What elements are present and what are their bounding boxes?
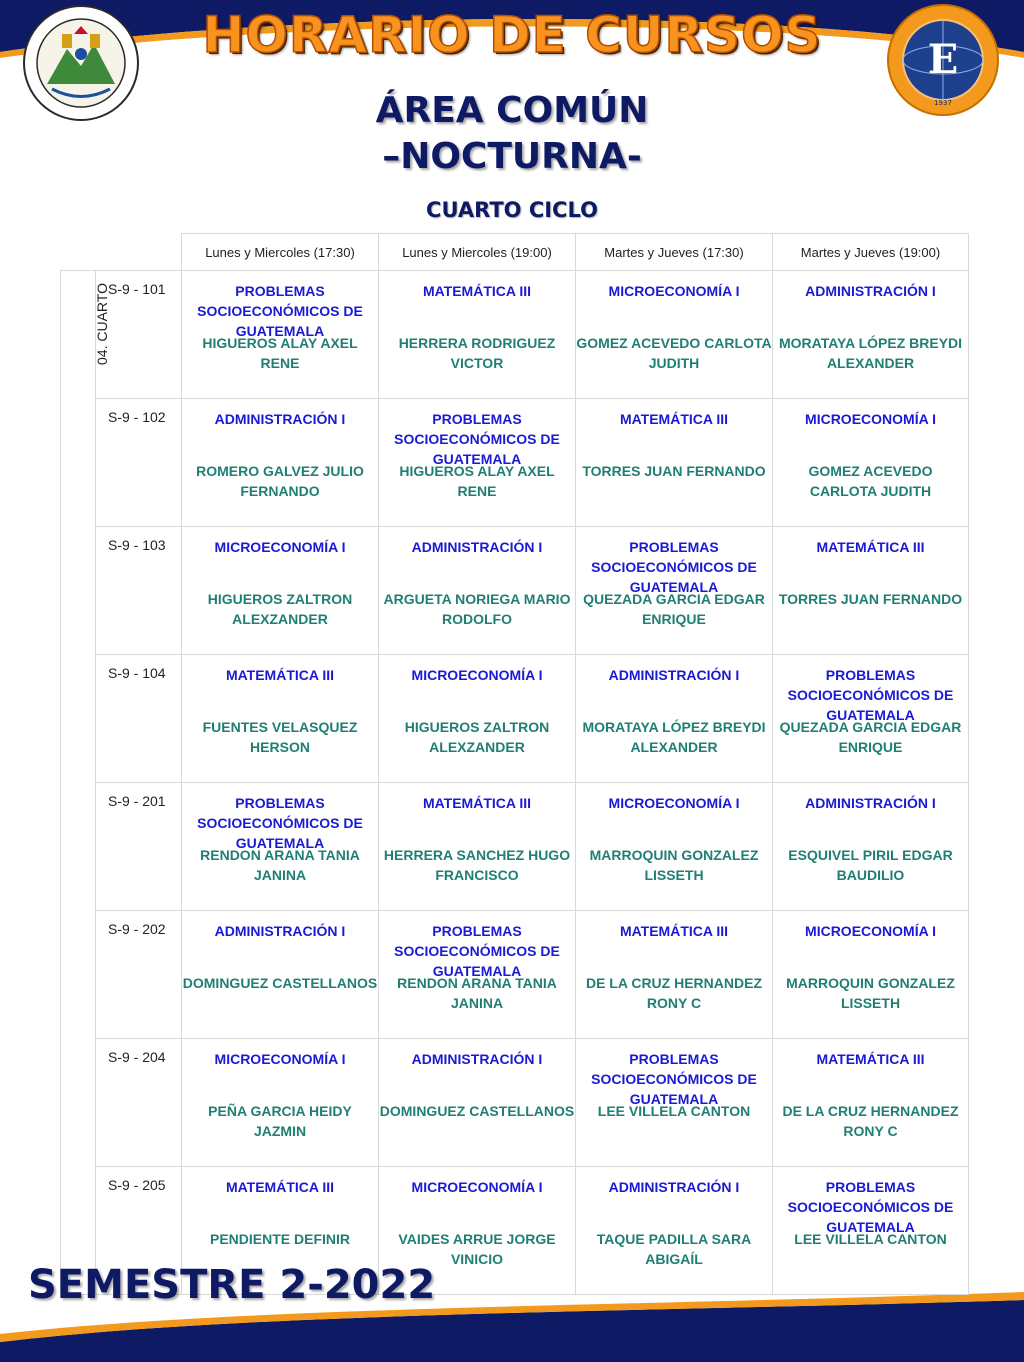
room-cell: S-9 - 204 — [96, 1039, 182, 1167]
schedule-cell — [379, 271, 576, 399]
schedule-cell — [773, 527, 969, 655]
course-name: PROBLEMAS SOCIOECONÓMICOS DE GUATEMALA — [394, 923, 560, 979]
professor-name: DE LA CRUZ HERNANDEZ RONY C — [585, 975, 763, 1011]
professor-name: MARROQUIN GONZALEZ LISSETH — [589, 847, 759, 883]
column-header: Martes y Jueves (19:00) — [773, 234, 969, 271]
room-cell: S-9 - 103 — [96, 527, 182, 655]
course-name: MICROECONOMÍA I — [608, 283, 740, 299]
professor-name: HIGUEROS ALAY AXEL RENE — [202, 335, 358, 371]
schedule-cell — [182, 271, 379, 399]
course-name: PROBLEMAS SOCIOECONÓMICOS DE GUATEMALA — [591, 1051, 757, 1107]
jornada-subtitle: –NOCTURNA- — [382, 136, 642, 177]
header-blank-cell — [61, 234, 182, 271]
course-name: MICROECONOMÍA I — [411, 1179, 543, 1195]
table-row — [61, 271, 969, 399]
course-name: ADMINISTRACIÓN I — [805, 283, 936, 299]
schedule-cell — [379, 655, 576, 783]
ciclo-subtitle: CUARTO CICLO — [426, 198, 598, 222]
table-row — [61, 399, 969, 527]
course-name: ADMINISTRACIÓN I — [411, 1051, 543, 1067]
svg-text:E: E — [927, 36, 959, 83]
professor-name: HIGUEROS ZALTRON ALEXZANDER — [207, 591, 353, 627]
schedule-cell — [773, 655, 969, 783]
schedule-cell — [773, 399, 969, 527]
room-cell: S-9 - 102 — [96, 399, 182, 527]
professor-name: HIGUEROS ZALTRON ALEXZANDER — [404, 719, 550, 755]
room-cell: S-9 - 201 — [96, 783, 182, 911]
course-name: MATEMÁTICA III — [422, 795, 532, 811]
professor-name: DOMINGUEZ CASTELLANOS — [379, 1103, 575, 1119]
room-cell: S-9 - 202 — [96, 911, 182, 1039]
schedule-cell — [576, 911, 773, 1039]
schedule-cell — [182, 783, 379, 911]
table-header-row — [61, 234, 969, 271]
course-name: MICROECONOMÍA I — [214, 1051, 346, 1067]
course-name: PROBLEMAS SOCIOECONÓMICOS DE GUATEMALA — [787, 667, 954, 723]
schedule-cell — [773, 1039, 969, 1167]
course-name: MICROECONOMÍA I — [805, 411, 936, 427]
professor-name: QUEZADA GARCIA EDGAR ENRIQUE — [779, 719, 962, 755]
schedule-table — [60, 233, 969, 1295]
cycle-label: 04. CUARTO — [93, 283, 110, 365]
professor-name: ESQUIVEL PIRIL EDGAR BAUDILIO — [788, 847, 953, 883]
course-name: PROBLEMAS SOCIOECONÓMICOS DE GUATEMALA — [394, 411, 560, 467]
professor-name: TORRES JUAN FERNANDO — [582, 463, 766, 479]
course-name: MICROECONOMÍA I — [214, 539, 346, 555]
professor-name: TORRES JUAN FERNANDO — [778, 591, 963, 607]
course-name: ADMINISTRACIÓN I — [608, 667, 740, 683]
professor-name: ROMERO GALVEZ JULIO FERNANDO — [196, 463, 364, 499]
schedule-cell — [182, 1039, 379, 1167]
professor-name: LEE VILLELA CANTON — [794, 1231, 947, 1247]
course-name: ADMINISTRACIÓN I — [411, 539, 543, 555]
schedule-cell — [576, 655, 773, 783]
course-name: MATEMÁTICA III — [225, 1179, 335, 1195]
course-name: ADMINISTRACIÓN I — [805, 795, 936, 811]
room-cell: S-9 - 205 — [96, 1167, 182, 1295]
professor-name: GOMEZ ACEVEDO CARLOTA JUDITH — [576, 335, 772, 371]
professor-name: VAIDES ARRUE JORGE VINICIO — [398, 1231, 556, 1267]
professor-name: QUEZADA GARCIA EDGAR ENRIQUE — [583, 591, 765, 627]
professor-name: HERRERA SANCHEZ HUGO FRANCISCO — [383, 847, 571, 883]
table-row — [61, 527, 969, 655]
schedule-cell — [182, 399, 379, 527]
professor-name: RENDON ARANA TANIA JANINA — [397, 975, 557, 1011]
schedule-cell — [576, 1039, 773, 1167]
schedule-cell — [576, 783, 773, 911]
course-name: PROBLEMAS SOCIOECONÓMICOS DE GUATEMALA — [591, 539, 757, 595]
professor-name: TAQUE PADILLA SARA ABIGAÍL — [596, 1231, 752, 1267]
cycle-cell — [61, 271, 110, 1295]
area-subtitle: ÁREA COMÚN — [375, 90, 649, 131]
course-name: MATEMÁTICA III — [619, 923, 729, 939]
table-row — [61, 1039, 969, 1167]
course-name: PROBLEMAS SOCIOECONÓMICOS DE GUATEMALA — [197, 283, 363, 339]
course-name: MATEMÁTICA III — [816, 1051, 925, 1067]
page-title: HORARIO DE CURSOS — [202, 6, 822, 64]
schedule-cell — [379, 1039, 576, 1167]
schedule-cell — [773, 783, 969, 911]
professor-name: MORATAYA LÓPEZ BREYDI ALEXANDER — [778, 335, 963, 371]
professor-name: HIGUEROS ALAY AXEL RENE — [399, 463, 555, 499]
schedule-cell — [576, 1167, 773, 1295]
course-name: MATEMÁTICA III — [422, 283, 532, 299]
course-name: MATEMÁTICA III — [225, 667, 335, 683]
course-name: ADMINISTRACIÓN I — [608, 1179, 740, 1195]
room-cell: S-9 - 101 — [96, 271, 182, 399]
course-name: MICROECONOMÍA I — [608, 795, 740, 811]
schedule-cell — [182, 911, 379, 1039]
column-header: Lunes y Miercoles (19:00) — [379, 234, 576, 271]
course-name: PROBLEMAS SOCIOECONÓMICOS DE GUATEMALA — [197, 795, 363, 851]
course-name: MICROECONOMÍA I — [411, 667, 543, 683]
professor-name: LEE VILLELA CANTON — [597, 1103, 751, 1119]
semester-label: SEMESTRE 2-2022 — [28, 1262, 436, 1308]
course-name: MATEMÁTICA III — [816, 539, 925, 555]
professor-name: DOMINGUEZ CASTELLANOS — [182, 975, 378, 991]
schedule-cell — [773, 911, 969, 1039]
schedule-cell — [773, 271, 969, 399]
professor-name: MORATAYA LÓPEZ BREYDI ALEXANDER — [582, 719, 766, 755]
professor-name: FUENTES VELASQUEZ HERSON — [202, 719, 358, 755]
schedule-cell — [379, 527, 576, 655]
schedule-cell — [773, 1167, 969, 1295]
course-name: PROBLEMAS SOCIOECONÓMICOS DE GUATEMALA — [787, 1179, 954, 1235]
schedule-cell — [379, 911, 576, 1039]
professor-name: MARROQUIN GONZALEZ LISSETH — [786, 975, 955, 1011]
course-name: ADMINISTRACIÓN I — [214, 411, 346, 427]
course-name: ADMINISTRACIÓN I — [214, 923, 346, 939]
professor-name: PENDIENTE DEFINIR — [209, 1231, 350, 1247]
schedule-cell — [576, 271, 773, 399]
column-header: Lunes y Miercoles (17:30) — [182, 234, 379, 271]
table-row — [61, 783, 969, 911]
schedule-cell — [379, 399, 576, 527]
schedule-cell — [576, 527, 773, 655]
professor-name: PEÑA GARCIA HEIDY JAZMIN — [208, 1103, 352, 1139]
schedule-cell — [182, 527, 379, 655]
professor-name: DE LA CRUZ HERNANDEZ RONY C — [782, 1103, 959, 1139]
column-header: Martes y Jueves (17:30) — [576, 234, 773, 271]
professor-name: GOMEZ ACEVEDO CARLOTA JUDITH — [808, 463, 933, 499]
course-name: MATEMÁTICA III — [619, 411, 729, 427]
professor-name: RENDON ARANA TANIA JANINA — [200, 847, 360, 883]
table-row — [61, 655, 969, 783]
professor-name: ARGUETA NORIEGA MARIO RODOLFO — [383, 591, 571, 627]
schedule-cell — [379, 783, 576, 911]
professor-name: HERRERA RODRIGUEZ VICTOR — [398, 335, 556, 371]
table-row — [61, 911, 969, 1039]
schedule-cell — [182, 655, 379, 783]
course-name: MICROECONOMÍA I — [805, 923, 936, 939]
svg-text:1937: 1937 — [934, 99, 952, 107]
schedule-cell — [576, 399, 773, 527]
room-cell: S-9 - 104 — [96, 655, 182, 783]
